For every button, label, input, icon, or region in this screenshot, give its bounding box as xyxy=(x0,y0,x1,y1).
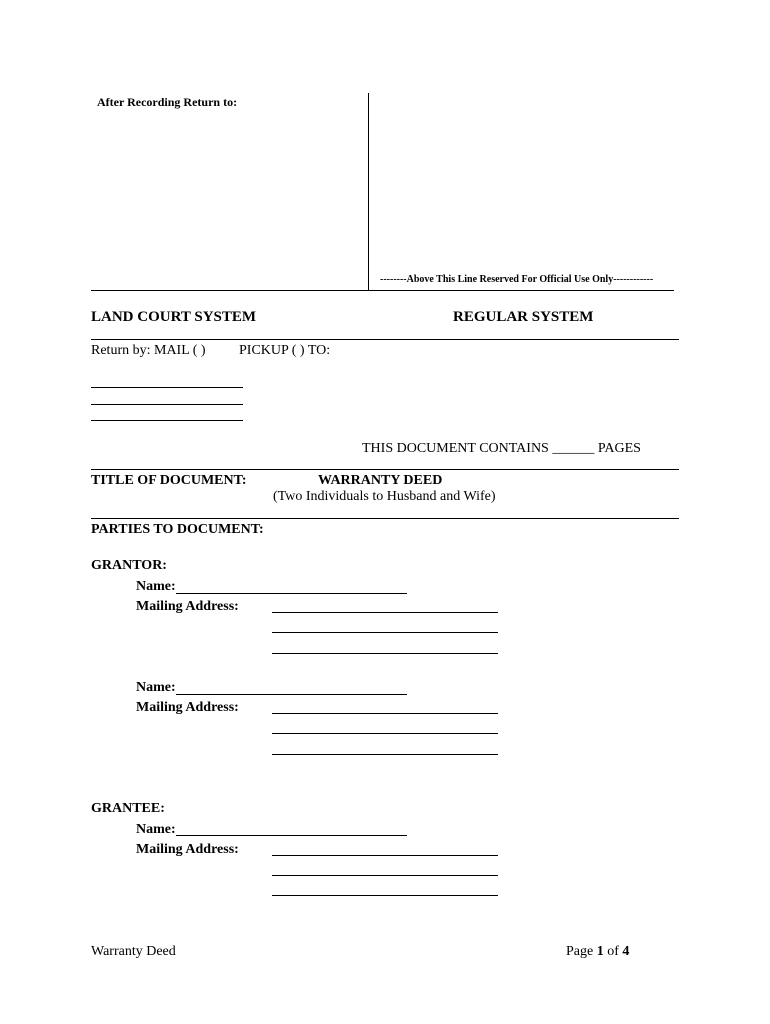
land-court-system-label: LAND COURT SYSTEM xyxy=(91,309,257,325)
recording-divider-left xyxy=(91,290,368,291)
grantee-name-field[interactable] xyxy=(176,835,407,836)
grantor-1-name-field[interactable] xyxy=(176,593,407,594)
grantor-1-mailing-label: Mailing Address: xyxy=(136,599,239,614)
grantor-2-name-label: Name: xyxy=(136,680,176,695)
title-label: TITLE OF DOCUMENT: xyxy=(91,473,247,488)
recording-divider-vertical xyxy=(368,93,369,290)
grantee-name-label: Name: xyxy=(136,822,176,837)
recording-divider-right xyxy=(368,290,674,291)
grantor-2-address-line[interactable] xyxy=(272,754,498,755)
return-address-line[interactable] xyxy=(91,420,243,421)
parties-heading: PARTIES TO DOCUMENT: xyxy=(91,522,264,537)
grantee-address-line[interactable] xyxy=(272,855,498,856)
return-by-mail: Return by: MAIL ( ) xyxy=(91,343,206,358)
grantor-2-name-field[interactable] xyxy=(176,694,407,695)
section-divider xyxy=(91,518,679,519)
grantor-2-mailing-label: Mailing Address: xyxy=(136,700,239,715)
section-divider xyxy=(91,469,679,470)
return-by-pickup: PICKUP ( ) TO: xyxy=(239,343,331,358)
grantor-1-address-line[interactable] xyxy=(272,653,498,654)
grantor-2-address-line[interactable] xyxy=(272,713,498,714)
grantor-1-name-label: Name: xyxy=(136,579,176,594)
return-to-label: After Recording Return to: xyxy=(97,95,238,109)
reserved-note: --------Above This Line Reserved For Official Use Only------------ xyxy=(380,274,654,285)
grantor-1-address-line[interactable] xyxy=(272,632,498,633)
grantee-address-line[interactable] xyxy=(272,895,498,896)
total-pages: 4 xyxy=(622,944,630,959)
regular-system-label: REGULAR SYSTEM xyxy=(453,309,594,325)
footer-document-name: Warranty Deed xyxy=(91,944,176,959)
page-label: Page xyxy=(566,944,594,959)
grantor-2-address-line[interactable] xyxy=(272,733,498,734)
grantor-heading: GRANTOR: xyxy=(91,558,167,573)
document-title: WARRANTY DEED xyxy=(318,473,443,488)
grantor-1-address-line[interactable] xyxy=(272,612,498,613)
section-divider xyxy=(91,339,679,340)
return-address-line[interactable] xyxy=(91,387,243,388)
footer-page-number xyxy=(566,944,629,960)
return-address-line[interactable] xyxy=(91,404,243,405)
document-subtitle: (Two Individuals to Husband and Wife) xyxy=(273,489,496,504)
grantee-heading: GRANTEE: xyxy=(91,801,165,816)
current-page: 1 xyxy=(596,944,604,959)
grantee-address-line[interactable] xyxy=(272,875,498,876)
page-count-line: THIS DOCUMENT CONTAINS ______ PAGES xyxy=(362,441,641,456)
grantee-mailing-label: Mailing Address: xyxy=(136,842,239,857)
page-of: of xyxy=(607,944,619,959)
